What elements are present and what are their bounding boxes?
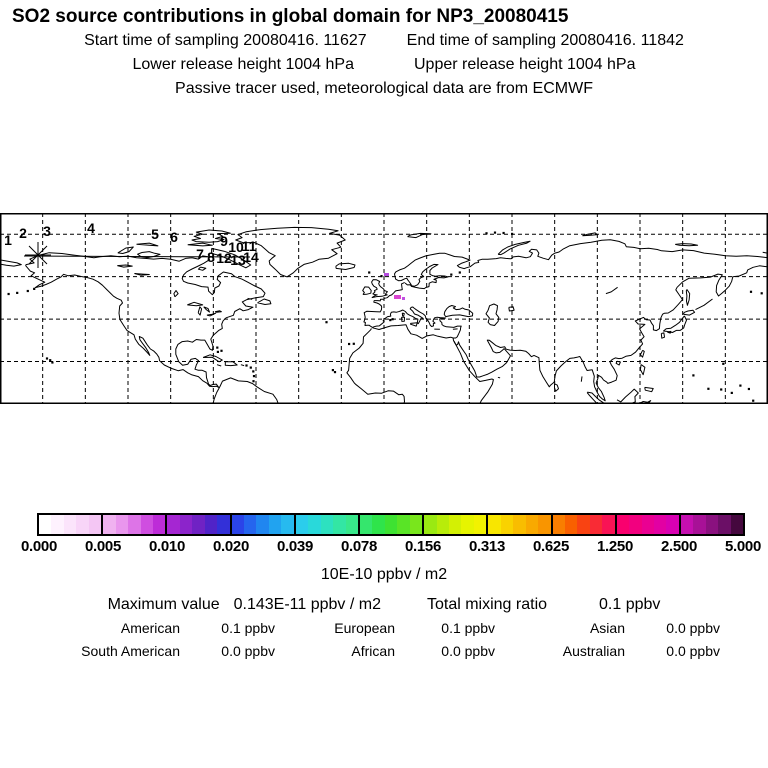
colorbar-segment: [488, 515, 552, 534]
trajectory-marker: 2: [19, 225, 27, 241]
colorbar-cell: [180, 515, 192, 534]
colorbar-cell: [397, 515, 409, 534]
colorbar-cell: [731, 515, 743, 534]
total-mixing-ratio-value: 0.1 ppbv: [599, 596, 661, 613]
end-time-text: End time of sampling 20080416. 11842: [406, 32, 684, 49]
colorbar-cell: [681, 515, 693, 534]
colorbar-tick: 0.005: [84, 538, 122, 555]
colorbar-segment: [424, 515, 488, 534]
colorbar-segment: [167, 515, 231, 534]
colorbar-cell: [89, 515, 101, 534]
colorbar-cell: [718, 515, 730, 534]
region-label: European: [334, 620, 395, 636]
colorbar-units-label: 10E-10 ppbv / m2: [320, 566, 448, 583]
figure-title: SO2 source contributions in global domain for NP3_20080415: [12, 6, 569, 27]
colorbar-cell: [192, 515, 204, 534]
trajectory-marker: 8: [207, 249, 215, 265]
colorbar-cell: [51, 515, 63, 534]
trajectory-marker: 7: [196, 246, 204, 262]
start-time-text: Start time of sampling 20080416. 11627: [84, 32, 367, 49]
colorbar-cell: [501, 515, 513, 534]
region-stats-row-1: [20, 620, 720, 636]
colorbar-cell: [281, 515, 293, 534]
colorbar-segment: [360, 515, 424, 534]
colorbar-tick: 0.078: [340, 538, 378, 555]
colorbar-cell: [333, 515, 345, 534]
colorbar-cell: [385, 515, 397, 534]
colorbar-cell: [602, 515, 614, 534]
trajectory-marker: 1: [4, 232, 12, 248]
colorbar-tick: 1.250: [596, 538, 634, 555]
colorbar-cell: [617, 515, 629, 534]
upper-release-text: Upper release height 1004 hPa: [414, 56, 636, 73]
colorbar-tick: 2.500: [660, 538, 698, 555]
max-value-label: Maximum value: [107, 596, 220, 613]
colorbar-tick: 5.000: [724, 538, 762, 555]
region-label: South American: [81, 643, 180, 659]
colorbar-cell: [141, 515, 153, 534]
colorbar-cell: [488, 515, 500, 534]
summary-stats-line: [0, 596, 768, 614]
colorbar-cell: [449, 515, 461, 534]
trajectory-marker: 10: [228, 239, 244, 255]
colorbar-cell: [232, 515, 244, 534]
colorbar-tick: 0.000: [20, 538, 58, 555]
colorbar-cell: [513, 515, 525, 534]
trajectory-marker: 3: [43, 223, 51, 239]
colorbar-cell: [372, 515, 384, 534]
trajectory-marker: 12: [216, 250, 232, 266]
colorbar-cell: [128, 515, 140, 534]
colorbar-cell: [64, 515, 76, 534]
colorbar-cell: [217, 515, 229, 534]
region-value: 0.0 ppbv: [441, 643, 495, 659]
colorbar-cell: [424, 515, 436, 534]
colorbar-cell: [360, 515, 372, 534]
sampling-time-line: [0, 32, 768, 50]
colorbar-tick: 0.625: [532, 538, 570, 555]
lower-release-text: Lower release height 1004 hPa: [132, 56, 354, 73]
colorbar-segment: [617, 515, 681, 534]
trajectory-marker: 4: [87, 220, 95, 236]
trajectory-marker: 14: [243, 249, 259, 265]
colorbar-cell: [103, 515, 115, 534]
colorbar-cell: [526, 515, 538, 534]
colorbar-cell: [538, 515, 550, 534]
max-value-number: 0.143E-11 ppbv / m2: [233, 596, 381, 613]
colorbar-tick: 0.156: [404, 538, 442, 555]
colorbar-cell: [693, 515, 705, 534]
region-value: 0.1 ppbv: [441, 620, 495, 636]
colorbar-segment: [39, 515, 103, 534]
colorbar-cell: [346, 515, 358, 534]
colorbar-segment: [103, 515, 167, 534]
colorbar-cell: [308, 515, 320, 534]
region-stats-row-2: [20, 643, 720, 659]
colorbar-segment: [232, 515, 296, 534]
release-height-line: [0, 56, 768, 74]
trajectory-marker: 11: [241, 238, 257, 254]
colorbar-cell: [269, 515, 281, 534]
colorbar-cell: [642, 515, 654, 534]
colorbar-cell: [437, 515, 449, 534]
trajectory-markers-layer: [0, 213, 768, 404]
colorbar-cell: [565, 515, 577, 534]
colorbar-cell: [706, 515, 718, 534]
region-label: Australian: [562, 643, 625, 659]
colorbar-cell: [321, 515, 333, 534]
trajectory-marker: 13: [230, 252, 246, 268]
colorbar-cell: [629, 515, 641, 534]
colorbar-cell: [553, 515, 565, 534]
colorbar-cell: [256, 515, 268, 534]
total-mixing-ratio-label: Total mixing ratio: [426, 596, 548, 613]
colorbar-cell: [461, 515, 473, 534]
colorbar-cell: [167, 515, 179, 534]
colorbar-tick: 0.020: [212, 538, 250, 555]
colorbar-tick: 0.010: [148, 538, 186, 555]
colorbar-tick: 0.039: [276, 538, 314, 555]
colorbar-cell: [590, 515, 602, 534]
tracer-info-line: Passive tracer used, meteorological data are from ECMWF: [175, 80, 593, 97]
colorbar-cell: [244, 515, 256, 534]
region-label: Asian: [589, 620, 625, 636]
colorbar-segment: [296, 515, 360, 534]
colorbar-cell: [474, 515, 486, 534]
colorbar-tick: 0.313: [468, 538, 506, 555]
colorbar-cell: [666, 515, 678, 534]
colorbar-cell: [654, 515, 666, 534]
region-label: African: [351, 643, 395, 659]
region-value: 0.1 ppbv: [221, 620, 275, 636]
colorbar-cell: [116, 515, 128, 534]
region-value: 0.0 ppbv: [221, 643, 275, 659]
colorbar-cell: [39, 515, 51, 534]
colorbar-cell: [153, 515, 165, 534]
trajectory-marker: 6: [170, 229, 178, 245]
colorbar-cell: [296, 515, 308, 534]
trajectory-marker: 9: [220, 233, 228, 249]
colorbar-cell: [76, 515, 88, 534]
colorbar-segment: [553, 515, 617, 534]
colorbar-segment: [681, 515, 743, 534]
trajectory-marker: 5: [151, 226, 159, 242]
region-value: 0.0 ppbv: [666, 620, 720, 636]
colorbar: [37, 513, 745, 536]
colorbar-cell: [410, 515, 422, 534]
colorbar-cell: [577, 515, 589, 534]
colorbar-cell: [205, 515, 217, 534]
world-map: [0, 213, 768, 404]
region-value: 0.0 ppbv: [666, 643, 720, 659]
region-label: American: [120, 620, 180, 636]
